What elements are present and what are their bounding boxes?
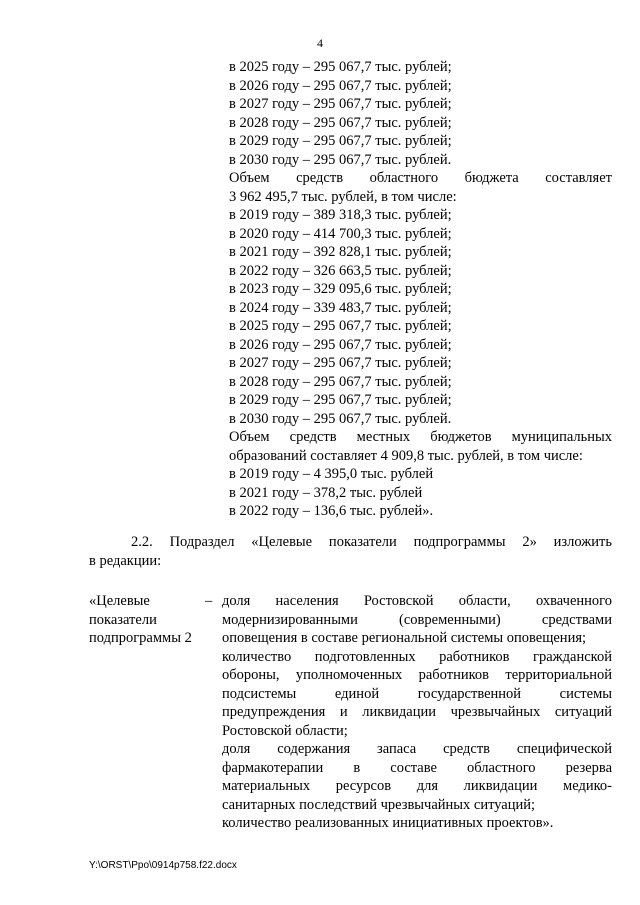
indicator-line: количество подготовленных работников гражданской [222, 648, 612, 665]
indicator-line: предупреждения и ликвидации чрезвычайных ситуаций [222, 704, 612, 720]
local-budget-block [229, 428, 612, 521]
file-path-footer: Y:\ORST\Ppo\0914p758.f22.docx [89, 860, 237, 871]
section-2-2-line: в редакции: [89, 552, 162, 569]
funding-year-line: в 2030 году – 295 067,7 тыс. рублей. [229, 410, 452, 427]
section-2-2-paragraph [89, 533, 612, 570]
indicator-line: оповещения в составе региональной системы оповещения; [222, 630, 587, 646]
section-2-2-line: 2.2. Подраздел «Целевые показатели подпрограммы 2» изложить [131, 534, 612, 550]
funding-year-line: в 2024 году – 339 483,7 тыс. рублей; [229, 299, 452, 316]
funding-year-line: в 2020 году – 414 700,3 тыс. рублей; [229, 225, 452, 242]
funding-year-line: в 2025 году – 295 067,7 тыс. рублей; [229, 318, 452, 334]
funding-year-line: в 2028 году – 295 067,7 тыс. рублей; [229, 114, 452, 131]
funding-year-line: в 2019 году – 389 318,3 тыс. рублей; [229, 207, 452, 223]
funding-year-line: в 2029 году – 295 067,7 тыс. рублей; [229, 392, 452, 408]
local-budget-intro: Объем средств местных бюджетов муниципальных [229, 429, 612, 445]
indicator-line: материальных ресурсов для ликвидации медико- [222, 778, 612, 794]
indicator-line: санитарных последствий чрезвычайных ситуаций; [222, 796, 536, 813]
regional-budget-total: 3 962 495,7 тыс. рублей, в том числе: [229, 188, 457, 205]
indicator-line: модернизированными (современными) средствами [222, 611, 612, 628]
funding-year-line: в 2026 году – 295 067,7 тыс. рублей; [229, 336, 452, 353]
local-budget-total: образований составляет 4 909,8 тыс. рублей, в том числе: [229, 447, 583, 464]
funding-year-line: в 2029 году – 295 067,7 тыс. рублей; [229, 133, 452, 149]
indicator-line: Ростовской области; [222, 722, 348, 739]
indicator-line: обороны, уполномоченных работников территориальной [222, 667, 612, 683]
regional-budget-intro: Объем средств областного бюджета составляет [229, 170, 612, 186]
funding-year-line: в 2026 году – 295 067,7 тыс. рублей; [229, 77, 452, 94]
funding-year-line: в 2027 году – 295 067,7 тыс. рублей; [229, 96, 452, 112]
indicator-line: подсистемы единой государственной системы [222, 685, 612, 702]
funding-year-line: в 2027 году – 295 067,7 тыс. рублей; [229, 355, 452, 371]
funding-year-line: в 2023 году – 329 095,6 тыс. рублей; [229, 281, 452, 297]
regional-budget-block [229, 169, 612, 428]
indicator-line: фармакотерапии в составе областного резерва [222, 759, 612, 776]
funding-year-line: в 2025 году – 295 067,7 тыс. рублей; [229, 59, 452, 75]
funding-year-line: в 2022 году – 326 663,5 тыс. рублей; [229, 262, 452, 279]
label-dash: – [205, 593, 213, 609]
funding-year-line: в 2022 году – 136,6 тыс. рублей». [229, 503, 434, 519]
indicator-line: доля населения Ростовской области, охваченного [222, 593, 612, 609]
funding-year-line: в 2028 году – 295 067,7 тыс. рублей; [229, 373, 452, 390]
funding-year-line: в 2030 году – 295 067,7 тыс. рублей. [229, 151, 452, 168]
indicators-label-line: подпрограммы 2 [89, 630, 192, 646]
funding-year-line: в 2019 году – 4 395,0 тыс. рублей [229, 466, 434, 482]
indicators-content [222, 592, 612, 833]
indicators-label-line: показатели [89, 611, 157, 628]
page-number: 4 [317, 36, 323, 50]
funding-years-block-1 [229, 58, 612, 169]
indicator-line: количество реализованных инициативных проектов». [222, 815, 554, 831]
funding-year-line: в 2021 году – 392 828,1 тыс. рублей; [229, 244, 452, 260]
indicators-label-line: «Целевые [89, 593, 150, 609]
indicator-line: доля содержания запаса средств специфической [222, 741, 612, 757]
funding-year-line: в 2021 году – 378,2 тыс. рублей [229, 484, 423, 501]
